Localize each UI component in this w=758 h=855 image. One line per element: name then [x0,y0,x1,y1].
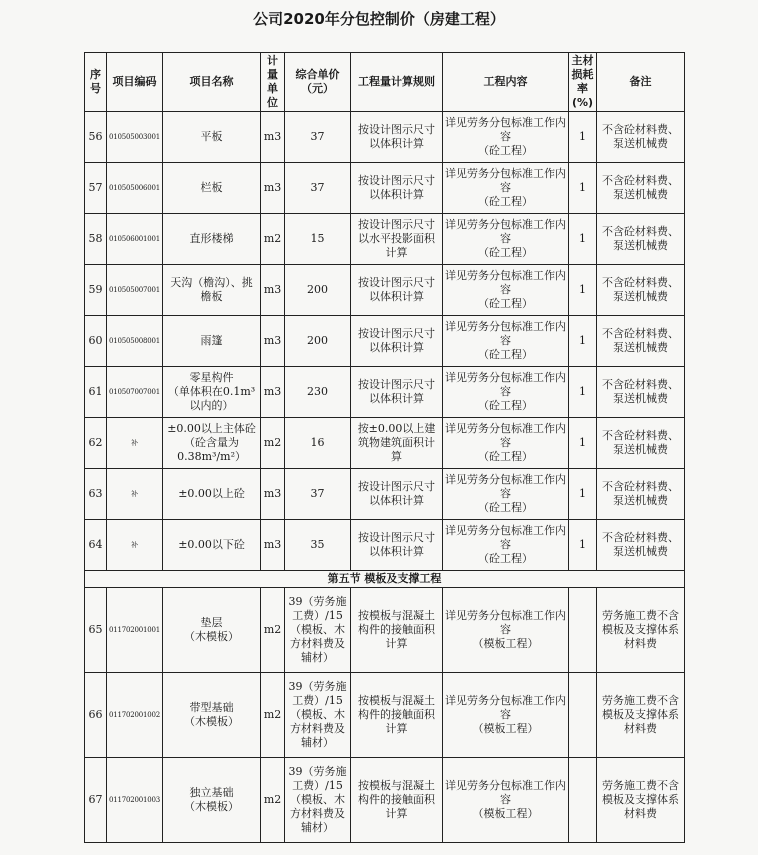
table-header-row [85,53,685,112]
row-note: 劳务施工费不含模板及支撑体系材料费 [597,673,685,758]
row-rule: 按设计图示尺寸以体积计算 [351,520,443,571]
row-loss [569,758,597,843]
row-code: 010506001001 [107,214,163,265]
table-row [85,418,685,469]
row-price: 16 [285,418,351,469]
row-code: 011702001002 [107,673,163,758]
row-note: 不含砼材料费、泵送机械费 [597,163,685,214]
row-content: 详见劳务分包标准工作内容 （砼工程） [443,214,569,265]
row-seq: 64 [85,520,107,571]
row-loss: 1 [569,265,597,316]
row-name: 独立基础 （木模板） [163,758,261,843]
row-loss: 1 [569,469,597,520]
table-row [85,588,685,673]
row-rule: 按设计图示尺寸以体积计算 [351,316,443,367]
row-name: 雨篷 [163,316,261,367]
row-loss: 1 [569,367,597,418]
table-row [85,112,685,163]
row-unit: m3 [261,265,285,316]
header-note: 备注 [597,53,685,112]
row-price: 37 [285,469,351,520]
table-row [85,673,685,758]
row-note: 不含砼材料费、泵送机械费 [597,418,685,469]
row-unit: m3 [261,520,285,571]
row-unit: m3 [261,367,285,418]
row-seq: 62 [85,418,107,469]
section-row [85,571,685,588]
row-loss: 1 [569,418,597,469]
row-content: 详见劳务分包标准工作内容 （模板工程） [443,673,569,758]
row-name: 垫层 （木模板） [163,588,261,673]
row-content: 详见劳务分包标准工作内容 （砼工程） [443,163,569,214]
row-price: 39（劳务施工费）/15（模板、木方材料费及辅材） [285,673,351,758]
row-rule: 按设计图示尺寸以水平投影面积计算 [351,214,443,265]
header-content: 工程内容 [443,53,569,112]
row-unit: m2 [261,673,285,758]
row-name: ±0.00以上砼 [163,469,261,520]
row-note: 不含砼材料费、泵送机械费 [597,469,685,520]
row-unit: m3 [261,163,285,214]
row-unit: m2 [261,214,285,265]
table-row [85,520,685,571]
row-unit: m2 [261,588,285,673]
table-row [85,316,685,367]
row-code: 010507007001 [107,367,163,418]
row-rule: 按±0.00以上建筑物建筑面积计算 [351,418,443,469]
table-row [85,758,685,843]
table-row [85,214,685,265]
row-seq: 57 [85,163,107,214]
table-row [85,367,685,418]
row-rule: 按设计图示尺寸以体积计算 [351,469,443,520]
row-content: 详见劳务分包标准工作内容 （模板工程） [443,588,569,673]
row-content: 详见劳务分包标准工作内容 （砼工程） [443,316,569,367]
row-unit: m3 [261,316,285,367]
header-unit: 计量单位 [261,53,285,112]
row-rule: 按模板与混凝土构件的接触面积计算 [351,588,443,673]
row-rule: 按设计图示尺寸以体积计算 [351,265,443,316]
row-name: 栏板 [163,163,261,214]
row-price: 15 [285,214,351,265]
row-rule: 按设计图示尺寸以体积计算 [351,163,443,214]
row-unit: m3 [261,469,285,520]
row-name: ±0.00以上主体砼 （砼含量为0.38m³/m²） [163,418,261,469]
row-loss: 1 [569,520,597,571]
row-seq: 65 [85,588,107,673]
row-price: 200 [285,316,351,367]
row-note: 不含砼材料费、泵送机械费 [597,367,685,418]
row-note: 不含砼材料费、泵送机械费 [597,520,685,571]
row-loss [569,588,597,673]
row-content: 详见劳务分包标准工作内容 （砼工程） [443,520,569,571]
header-price: 综合单价（元） [285,53,351,112]
row-content: 详见劳务分包标准工作内容 （模板工程） [443,758,569,843]
row-code: 010505003001 [107,112,163,163]
row-price: 37 [285,112,351,163]
table-row [85,265,685,316]
row-content: 详见劳务分包标准工作内容 （砼工程） [443,265,569,316]
row-code: 011702001001 [107,588,163,673]
row-note: 劳务施工费不含模板及支撑体系材料费 [597,588,685,673]
row-price: 39（劳务施工费）/15（模板、木方材料费及辅材） [285,758,351,843]
row-name: 直形楼梯 [163,214,261,265]
row-seq: 66 [85,673,107,758]
row-code: 011702001003 [107,758,163,843]
section-title: 第五节 模板及支撑工程 [85,571,685,588]
row-loss [569,673,597,758]
row-content: 详见劳务分包标准工作内容 （砼工程） [443,367,569,418]
row-content: 详见劳务分包标准工作内容 （砼工程） [443,418,569,469]
row-name: 天沟（檐沟）、挑檐板 [163,265,261,316]
row-price: 39（劳务施工费）/15（模板、木方材料费及辅材） [285,588,351,673]
row-note: 劳务施工费不含模板及支撑体系材料费 [597,758,685,843]
row-rule: 按设计图示尺寸以体积计算 [351,367,443,418]
row-seq: 58 [85,214,107,265]
page-title: 公司2020年分包控制价（房建工程） [253,10,505,28]
header-name: 项目名称 [163,53,261,112]
row-seq: 67 [85,758,107,843]
header-code: 项目编码 [107,53,163,112]
row-rule: 按模板与混凝土构件的接触面积计算 [351,673,443,758]
row-content: 详见劳务分包标准工作内容 （砼工程） [443,469,569,520]
row-unit: m2 [261,758,285,843]
header-rule: 工程量计算规则 [351,53,443,112]
row-price: 200 [285,265,351,316]
row-code: 补 [107,520,163,571]
row-rule: 按设计图示尺寸以体积计算 [351,112,443,163]
row-seq: 60 [85,316,107,367]
row-seq: 56 [85,112,107,163]
row-note: 不含砼材料费、泵送机械费 [597,112,685,163]
row-name: 带型基础 （木模板） [163,673,261,758]
row-loss: 1 [569,316,597,367]
row-note: 不含砼材料费、泵送机械费 [597,316,685,367]
row-name: ±0.00以下砼 [163,520,261,571]
header-loss: 主材损耗率(%) [569,53,597,112]
row-code: 010505007001 [107,265,163,316]
price-table [84,52,685,843]
row-unit: m3 [261,112,285,163]
table-row [85,469,685,520]
row-seq: 63 [85,469,107,520]
row-name: 平板 [163,112,261,163]
row-content: 详见劳务分包标准工作内容 （砼工程） [443,112,569,163]
row-price: 37 [285,163,351,214]
row-loss: 1 [569,112,597,163]
row-loss: 1 [569,163,597,214]
row-code: 010505006001 [107,163,163,214]
row-unit: m2 [261,418,285,469]
row-note: 不含砼材料费、泵送机械费 [597,214,685,265]
row-code: 010505008001 [107,316,163,367]
row-note: 不含砼材料费、泵送机械费 [597,265,685,316]
header-seq: 序号 [85,53,107,112]
row-loss: 1 [569,214,597,265]
row-price: 35 [285,520,351,571]
row-rule: 按模板与混凝土构件的接触面积计算 [351,758,443,843]
row-name: 零星构件 （单体积在0.1m³以内的） [163,367,261,418]
row-code: 补 [107,418,163,469]
row-seq: 61 [85,367,107,418]
table-row [85,163,685,214]
row-seq: 59 [85,265,107,316]
row-code: 补 [107,469,163,520]
row-price: 230 [285,367,351,418]
